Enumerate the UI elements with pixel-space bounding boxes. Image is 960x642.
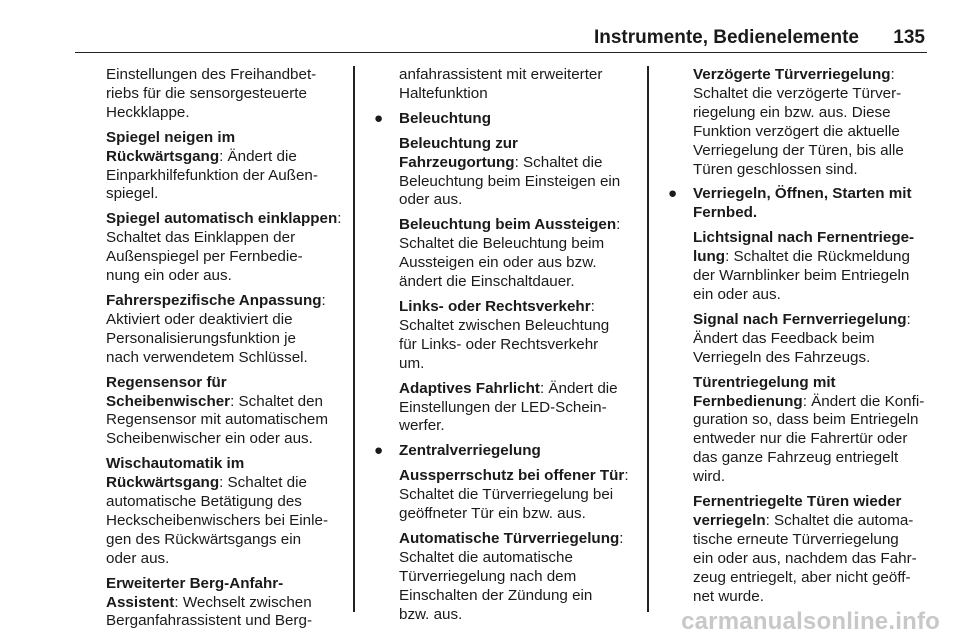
setting-label: Spiegel automatisch einklappen <box>106 210 338 228</box>
setting-label: Beleuchtung beim Aussteigen <box>399 216 617 234</box>
setting-label: Fernentriegelte Türen wieder verriegeln <box>693 493 902 529</box>
setting-label: Signal nach Fernverriegelung <box>693 310 907 328</box>
paragraph-aussteigen: Beleuchtung beim Aussteigen: Schaltet die Beleuchtung beim Aussteigen ein oder aus bzw. ändert die Einschaltdauer. <box>399 216 621 291</box>
paragraph-freihand: Einstellungen des Freihandbet- riebs für die sensorgesteuerte Heckklappe. <box>106 66 317 121</box>
setting-label: Verzögerte Türverriegelung <box>693 66 891 83</box>
paragraph-aussperrschutz: Aussperrschutz bei offener Tür: Schaltet die Türverriegelung bei geöffneter Tür ein bzw. aus. <box>399 467 629 523</box>
paragraph-lichtsignal: Lichtsignal nach Fernentriege- lung: Schaltet die Rückmeldung der Warnblinker beim Entriegeln ein oder aus. <box>693 229 915 303</box>
column-1 <box>106 66 353 637</box>
setting-label: Fahrerspezifische Anpassung <box>106 291 322 309</box>
setting-label: Links- oder Rechtsverkehr <box>399 297 591 315</box>
paragraph-fahrzeugortung: Beleuchtung zur Fahrzeugortung: Schaltet die Beleuchtung beim Einsteigen ein oder aus. <box>399 134 621 209</box>
setting-label: Türentriegelung mit Fernbedienung <box>693 373 836 410</box>
paragraph-berg-anfahr: Erweiterter Berg-Anfahr- Assistent: Wechselt zwischen Berganfahrassistent und Berg- <box>106 574 312 630</box>
bullet-beleuchtung: ● Beleuchtung <box>374 109 491 127</box>
section-title: Instrumente, Bedienelemente <box>593 27 859 48</box>
bullet-fernbedienung: ● Verriegeln, Öffnen, Starten mit Fernbed. <box>668 185 912 222</box>
setting-label: Adaptives Fahrlicht <box>399 379 540 397</box>
watermark: carmanualsonline.info <box>681 608 940 635</box>
bullet-dot: ● <box>374 109 384 127</box>
paragraph-links-rechts: Links- oder Rechtsverkehr: Schaltet zwischen Beleuchtung für Links- oder Rechtsverkehr um. <box>399 297 610 372</box>
setting-label: Aussperrschutz bei offener Tür <box>399 467 625 485</box>
paragraph-spiegel-neigen: Spiegel neigen im Rückwärtsgang: Ändert die Einparkhilfefunktion der Außen- spiegel. <box>106 128 318 203</box>
setting-label: Spiegel neigen im Rückwärtsgang <box>106 128 236 165</box>
column-divider-1 <box>353 66 355 612</box>
paragraph-regensensor: Regensensor für Scheibenwischer: Schaltet den Regensensor mit automatischem Scheibenwischer ein oder aus. <box>106 373 329 448</box>
page-number: 135 <box>893 27 925 48</box>
setting-label: Lichtsignal nach Fernentriege- lung <box>693 229 915 266</box>
column-3 <box>665 66 927 612</box>
paragraph-automatische-verriegelung: Automatische Türverriegelung: Schaltet die automatische Türverriegelung nach dem Einschalten der Zündung ein bzw. aus. <box>399 529 624 623</box>
paragraph-continuation: anfahrassistent mit erweiterter Haltefunktion <box>399 66 603 102</box>
column-divider-2 <box>647 66 649 612</box>
setting-label: Beleuchtung zur Fahrzeugortung <box>399 134 518 171</box>
bullet-dot: ● <box>668 185 678 203</box>
paragraph-adaptives-fahrlicht: Adaptives Fahrlicht: Ändert die Einstellungen der LED-Schein- werfer. <box>399 379 618 435</box>
paragraph-wieder-verriegeln: Fernentriegelte Türen wieder verriegeln: Schaltet die automa- tische erneute Türverriegelung ein oder aus, nachdem das Fahr- zeug entriegelt, aber nicht geöff- net wurde. <box>693 493 917 605</box>
setting-label: Regensensor für Scheibenwischer <box>106 373 231 410</box>
paragraph-tuerentriegelung: Türentriegelung mit Fernbedienung: Ändert die Konfi- guration so, dass beim Entriegeln entweder nur die Fahrertür oder das ganze Fahrzeug entriegelt wird. <box>693 373 925 486</box>
paragraph-spiegel-einklappen: Spiegel automatisch einklappen: Schaltet das Einklappen der Außenspiegel per Fernbedie- nung ein oder aus. <box>106 210 342 285</box>
bullet-dot: ● <box>374 442 384 460</box>
setting-label: Automatische Türverriegelung <box>399 529 620 547</box>
paragraph-signal-fernverriegelung: Signal nach Fernverriegelung: Ändert das Feedback beim Verriegeln des Fahrzeugs. <box>693 310 911 366</box>
paragraph-verzoegerte-verriegelung: Verzögerte Türverriegelung: Schaltet die verzögerte Türver- riegelung ein bzw. aus. Diese Funktion verzögert die aktuelle Verriegelung der Türen, bis alle Türen geschlossen sind. <box>693 66 904 178</box>
setting-label: Erweiterter Berg-Anfahr- Assistent <box>106 574 284 611</box>
bullet-zentralverriegelung: ● Zentralverriegelung <box>374 442 541 460</box>
setting-label: Wischautomatik im Rückwärtsgang <box>106 455 245 492</box>
column-2 <box>371 66 639 630</box>
page-header <box>75 22 927 53</box>
paragraph-fahrerspezifisch: Fahrerspezifische Anpassung: Aktiviert oder deaktiviert die Personalisierungsfunktion je nach verwendetem Schlüssel. <box>106 291 326 366</box>
paragraph-wischautomatik: Wischautomatik im Rückwärtsgang: Schaltet die automatische Betätigung des Heckscheibenwischers bei Einle- gen des Rückwärtsgangs ein oder aus. <box>106 455 329 567</box>
